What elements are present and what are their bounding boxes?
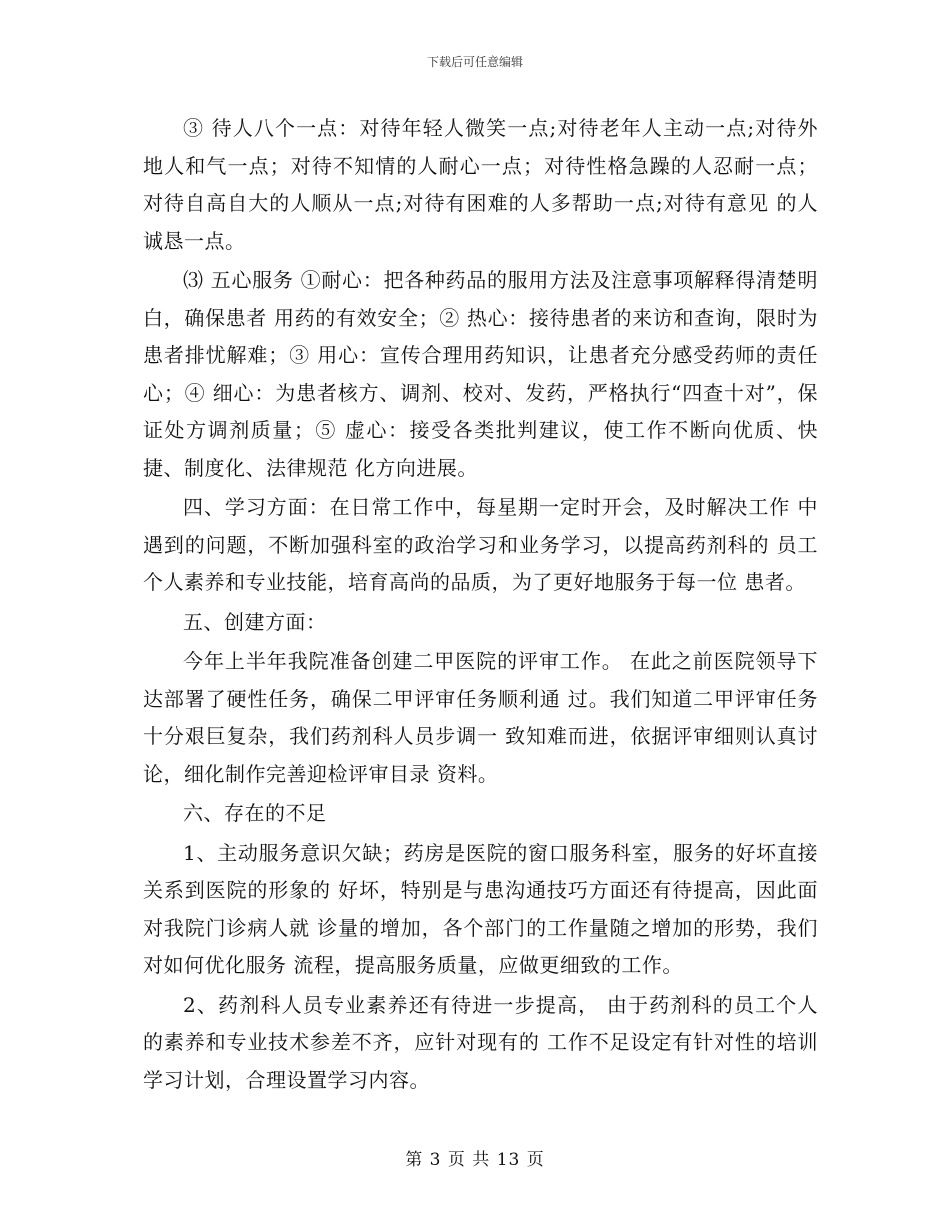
section-heading-shortcomings: 六、存在的不足 [183, 801, 327, 825]
paragraph-learning: 四、学习方面：在日常工作中，每星期一定时开会，及时解决工作 中遇到的问题，不断加强科室的政治学习和业务学习，以提高药剂科的 员工个人素养和专业技能，培育高尚的品质，为了更好地服务于每一位 患者。 [143, 495, 818, 594]
paragraph-creation: 今年上半年我院准备创建二甲医院的评审工作。 在此之前医院领导下达部署了硬性任务，确保二甲评审任务顺利通 过。我们知道二甲评审任务十分艰巨复杂，我们药剂科人员步调一 致知难而进，依据评审细则认真讨论，细化制作完善迎检评审目录 资料。 [143, 649, 818, 786]
section-heading-creation: 五、创建方面： [183, 609, 327, 634]
paragraph-five-heart-service: ⑶ 五心服务 ①耐心：把各种药品的服用方法及注意事项解释得清楚明白，确保患者 用药的有效安全；② 热心：接待患者的来访和查询，限时为患者排忧解难；③ 用心：宣传合理用药知识，让患者充分感受药师的责任心；④ 细心：为患者核方、调剂、校对、发药，严格执行“四查十对”，保 证处方调剂质量；⑤ 虚心：接受各类批判建议，使工作不断向优质、快捷、制度化、法律规范 化方向进展。 [143, 268, 818, 480]
paragraph-shortcoming-1: 1、主动服务意识欠缺；药房是医院的窗口服务科室，服务的好坏直接关系到医院的形象的 好坏，特别是与患沟通技巧方面还有待提高，因此面对我院门诊病人就 诊量的增加，各个部门的工作量随之增加的形势，我们对如何优化服务 流程，提高服务质量，应做更细致的工作。 [143, 840, 818, 977]
paragraph-treat-people: ③ 待人八个一点：对待年轻人微笑一点;对待老年人主动一点;对待外 地人和气一点；对待不知情的人耐心一点；对待性格急躁的人忍耐一点；对待自高自大的人顺从一点;对待有困难的人多帮助一点;对待有意见 的人诚恳一点。 [143, 116, 818, 253]
page-header: 下载后可任意编辑 [426, 55, 523, 69]
page-number: 第 3 页 共 13 页 [405, 1150, 545, 1170]
paragraph-shortcoming-2: 2、药剂科人员专业素养还有待进一步提高， 由于药剂科的员工个人的素养和专业技术参差不齐，应针对现有的 工作不足设定有针对性的培训学习计划，合理设置学习内容。 [143, 992, 818, 1092]
document-body [143, 110, 818, 1101]
